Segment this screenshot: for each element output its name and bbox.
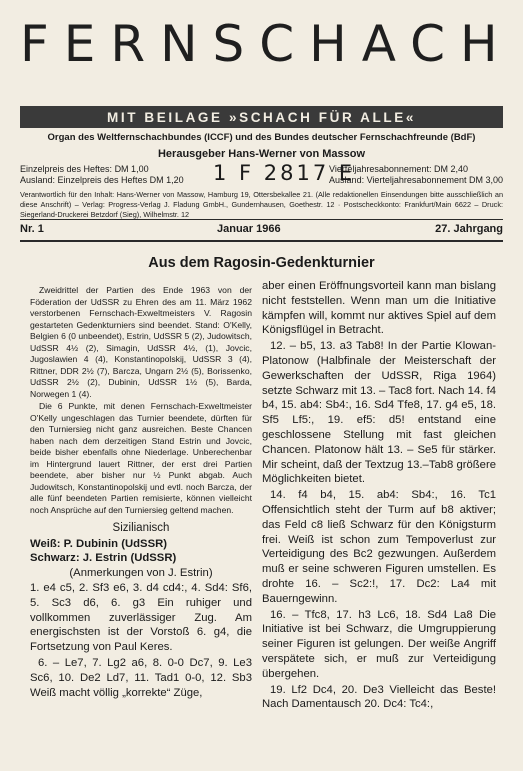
postal-code: 1 F 2817 E — [213, 161, 356, 185]
price-right — [329, 164, 503, 186]
issue-line — [20, 223, 503, 237]
issue-date: Januar 1966 — [217, 223, 281, 235]
commentary-paragraph: 14. f4 b4, 15. ab4: Sb4:, 16. Tc1 Offensichtlich steht der Turm auf b8 aktiver; das Feld c8 ließ Schwarz für den Königsturm frei. Weiß ist schon zum Tempoverlust zur Verteidigung des Bc2 gezwungen. Außerdem muß er seine schweren Figuren umstellen. Es drohte 16. – Sc2:!, 17. Dc2: La4 mit Bauerngewinn. — [262, 489, 496, 605]
subscription-value: DM 2,40 — [433, 164, 468, 174]
subscription-label: Vierteljahresabonnement: — [329, 164, 432, 174]
divider — [20, 219, 503, 220]
commentary-paragraph: 12. – b5, 13. a3 Tab8! In der Partie Klowan-Platonow (Halbfinale der Meisterschaft der Gewerkschaften der UdSSR, Riga 1964) setzte Schwarz mit 13. – Tac8 fort. Nach 14. f4 b4, 15. ab4: Sb4:, 16. Sd4 Tfe8, 17. g4 e5, 18. Sf5 Lf5:, 19. ef5: d5! entstand eine geschlossene Stellung mit fast gleichen Chancen. Platonow hält 13. – Se5 für stärker. Mir scheint, daß der Textzug 13.–Tab8 größere Möglichkeiten bietet. — [262, 340, 497, 486]
price-left — [20, 164, 184, 186]
issue-year: 27. Jahrgang — [435, 223, 503, 235]
moves-paragraph: 1. e4 c5, 2. Sf3 e6, 3. d4 cd4:, 4. Sd4: Sf6, 5. Sc3 d6, 6. g3 Ein ruhiger und vollkommen zuverlässiger Zug. Am energischsten ist der Vorstoß 6. g4, die Fortsetzung von Paul Keres. — [30, 582, 252, 654]
issue-number: Nr. 1 — [20, 223, 44, 235]
right-column — [262, 279, 496, 712]
article-title: Aus dem Ragosin-Gedenkturnier — [148, 255, 375, 271]
imprint: Verantwortlich für den Inhalt: Hans-Werner von Massow, Hamburg 19, Ottersbekallee 21. (Alle redaktionellen Einsendungen bitte ausschließlich an diese Anschrift) – Verlag: Progress-Verlag J. Fladung GmbH., Gundernhausen, Goethestr. 12 · Postscheckkonto: Frankfurt/Main 6622 – Druck: Siegerland-Druckerei Betzdorf (Sieg), Wilhelmstr. 12 — [20, 190, 503, 219]
price-single-label: Einzelpreis des Heftes: — [20, 164, 113, 174]
organ-line: Organ des Weltfernschachbundes (ICCF) und des Bundes deutscher Fernschachfreunde (BdF) — [47, 132, 476, 143]
left-column — [30, 285, 252, 700]
intro-text — [30, 285, 252, 516]
commentary-paragraph: 16. – Tfc8, 17. h3 Lc6, 18. Sd4 La8 Die Initiative ist bei Schwarz, die Umgruppierung seiner Figuren ist gelungen. Der weiße Angriff verspätete sich, er muß zur Verteidigung übergehen. — [262, 608, 496, 680]
divider — [20, 240, 503, 242]
masthead: FERNSCHACH — [20, 15, 513, 73]
intro-paragraph: Die 6 Punkte, mit denen Fernschach-Exweltmeister O'Kelly ungeschlagen das Turnier beendete, dürften für den Turniersieg nicht ganz ausreichen. Beste Chancen haben nach dem derzeitigen Stand Estrin und Jovcic, beide bisher ebenfalls ohne Niederlage. Unberechenbar im Hintergrund lauert Rittner, der erst drei Partien beendete, aber bisher nur ½ Punkt abgab. Auch Judowitsch, Konstantinopolskij und evtl. noch Barcza, der alle fünf beendeten Partien remisierte, können vielleicht noch Ansprüche auf den Turniersieg geltend machen. — [30, 401, 252, 515]
opening-name: Sizilianisch — [112, 522, 170, 534]
supplement-banner: MIT BEILAGE »SCHACH FÜR ALLE« — [20, 106, 503, 128]
price-abroad-label: Ausland: Einzelpreis des Heftes — [20, 175, 148, 185]
price-block — [20, 161, 503, 188]
subscription-abroad: Ausland: Vierteljahresabonnement DM 3,00 — [329, 175, 503, 185]
intro-paragraph: Zweidrittel der Partien des Ende 1963 von der Föderation der UdSSR zu Ehren des am 11. März 1962 verstorbenen Fernschach-Exweltmeisters V. Ragosin gestarteten Gedenkturniers sind beendet. Stand: O'Kelly, Belgien 6 (0 unbeendet), Estrin, UdSSR 5 (2), Judowitsch, UdSSR 4½ (2), Simagin, UdSSR 4½, (1), Jovcic, Jugoslawien 4 (4), Konstantinopolskij, UdSSR 3 (4), Rittner, DDR 2½ (7), Barcza, Ungarn 2½ (5), Borissenko, UdSSR 2½ (2), Dubinin, UdSSR 1½ (5), Barda, Norwegen 1 (4). — [30, 285, 252, 399]
price-abroad-value: DM 1,20 — [149, 175, 184, 185]
annotator: (Anmerkungen von J. Estrin) — [69, 567, 213, 579]
white-player: Weiß: P. Dubinin (UdSSR) — [30, 538, 168, 550]
moves-paragraph: 6. – Le7, 7. Lg2 a6, 8. 0-0 Dc7, 9. Le3 Sc6, 10. De2 Ld7, 11. Tad1 0-0, 12. Sb3 Weiß macht völlig „korrekte“ Züge, — [30, 656, 252, 699]
commentary-paragraph: aber einen Eröffnungsvorteil kann man bislang nicht feststellen. Wenn man um die Initiative kämpfen will, kommt nur aktives Spiel auf dem Königsflügel in Betracht. — [262, 280, 496, 337]
editor-line: Herausgeber Hans-Werner von Massow — [157, 148, 366, 160]
commentary-paragraph: 19. Lf2 Dc4, 20. De3 Vielleicht das Beste! Nach Damentausch 20. Dc4: Tc4:, — [262, 683, 496, 711]
game-moves-left — [30, 581, 252, 700]
black-player: Schwarz: J. Estrin (UdSSR) — [30, 552, 177, 564]
price-single-value: DM 1,00 — [114, 164, 149, 174]
